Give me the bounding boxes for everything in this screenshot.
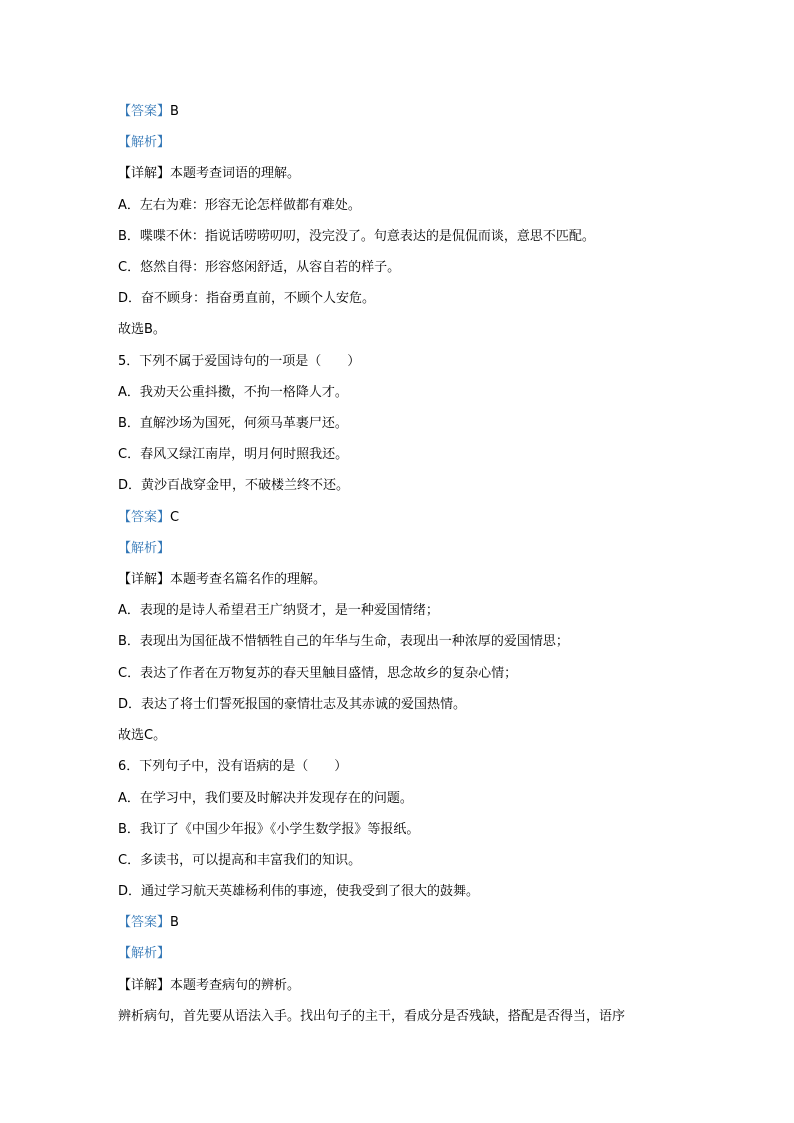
q4-option-d: D．奋不顾身：指奋勇直前，不顾个人安危。 xyxy=(118,291,376,306)
q6-answer xyxy=(118,915,179,931)
answer-tag: 【答案】 xyxy=(118,104,171,119)
detail-text: 本题考查病句的辨析。 xyxy=(170,978,301,993)
q5-analysis-heading: 【解析】 xyxy=(118,541,171,556)
q5-stem: 5．下列不属于爱国诗句的一项是（ ） xyxy=(118,354,361,369)
q5-choice-a: A．我劝天公重抖擞，不拘一格降人才。 xyxy=(118,385,348,400)
q6-choice-d: D．通过学习航天英雄杨利伟的事迹，使我受到了很大的鼓舞。 xyxy=(118,884,480,899)
q4-analysis-heading: 【解析】 xyxy=(118,135,171,150)
q5-choice-b: B．直解沙场为国死，何须马革裹尸还。 xyxy=(118,416,348,431)
q4-detail xyxy=(118,166,300,182)
q5-detail xyxy=(118,572,326,588)
q5-explanation-d: D．表达了将士们誓死报国的豪情壮志及其赤诚的爱国热情。 xyxy=(118,697,467,712)
detail-tag: 【详解】 xyxy=(118,978,171,993)
q6-detail xyxy=(118,978,300,994)
q6-choice-b: B．我订了《中国少年报》《小学生数学报》等报纸。 xyxy=(118,822,420,837)
q5-choice-c: C．春风又绿江南岸，明月何时照我还。 xyxy=(118,447,349,462)
detail-tag: 【详解】 xyxy=(118,572,171,587)
answer-value: B xyxy=(170,104,179,119)
q4-option-c: C．悠然自得：形容悠闲舒适，从容自若的样子。 xyxy=(118,260,401,275)
q5-answer xyxy=(118,510,179,526)
q5-explanation-c: C．表达了作者在万物复苏的春天里触目盛情，思念故乡的复杂心情； xyxy=(118,666,518,681)
q6-stem: 6．下列句子中，没有语病的是（ ） xyxy=(118,759,348,774)
answer-tag: 【答案】 xyxy=(118,915,171,930)
q5-explanation-b: B．表现出为国征战不惜牺牲自己的年华与生命，表现出一种浓厚的爱国情思； xyxy=(118,634,569,649)
q5-choice-d: D．黄沙百战穿金甲，不破楼兰终不还。 xyxy=(118,478,350,493)
q4-answer xyxy=(118,104,179,120)
q6-body-text: 辨析病句，首先要从语法入手。找出句子的主干，看成分是否残缺，搭配是否得当，语序 xyxy=(118,1009,626,1024)
q6-choice-a: A．在学习中，我们要及时解决并发现存在的问题。 xyxy=(118,791,413,806)
detail-tag: 【详解】 xyxy=(118,166,171,181)
q5-explanation-a: A．表现的是诗人希望君王广纳贤才，是一种爱国情绪； xyxy=(118,603,439,618)
q4-option-b: B．喋喋不休：指说话唠唠叨叨，没完没了。句意表达的是侃侃而谈，意思不匹配。 xyxy=(118,229,595,244)
answer-value: B xyxy=(170,915,179,930)
q4-conclusion: 故选B。 xyxy=(118,322,166,337)
q4-option-a: A．左右为难：形容无论怎样做都有难处。 xyxy=(118,198,361,213)
answer-value: C xyxy=(170,510,180,525)
detail-text: 本题考查词语的理解。 xyxy=(170,166,301,181)
q6-choice-c: C．多读书，可以提高和丰富我们的知识。 xyxy=(118,853,362,868)
answer-tag: 【答案】 xyxy=(118,510,171,525)
q6-analysis-heading: 【解析】 xyxy=(118,946,171,961)
detail-text: 本题考查名篇名作的理解。 xyxy=(170,572,327,587)
q5-conclusion: 故选C。 xyxy=(118,728,167,743)
